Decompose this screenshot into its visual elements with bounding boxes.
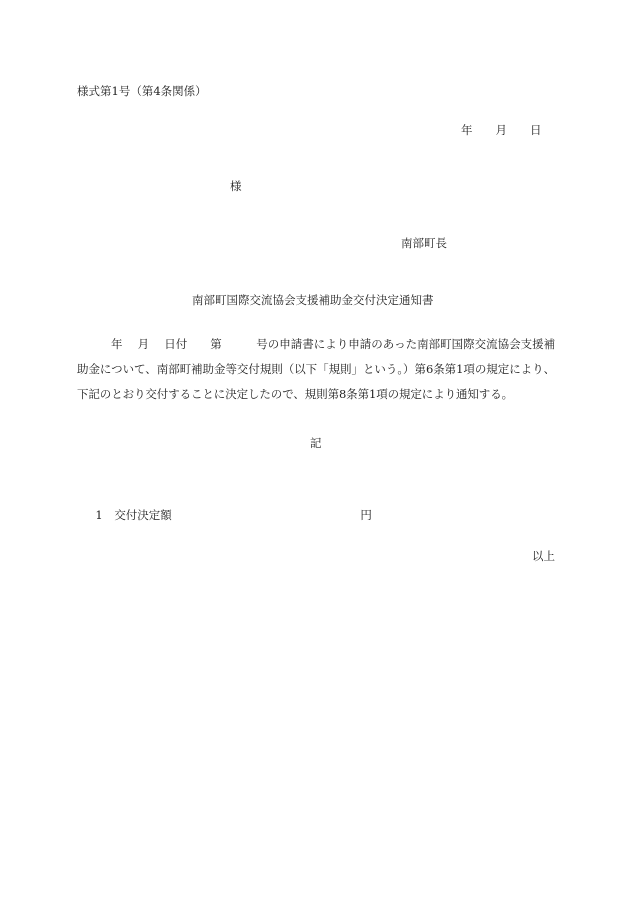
item-grant-amount bbox=[88, 493, 372, 523]
item-unit: 円 bbox=[360, 507, 372, 522]
ki-heading: 記 bbox=[310, 436, 322, 450]
recipient-honorific: 様 bbox=[230, 179, 242, 193]
document-title: 南部町国際交流協会支援補助金交付決定通知書 bbox=[192, 293, 434, 307]
item-label: 交付決定額 bbox=[114, 507, 172, 522]
sender-name: 南部町長 bbox=[401, 236, 447, 250]
item-number: 1 bbox=[95, 507, 103, 522]
closing-ijo: 以上 bbox=[532, 549, 555, 563]
date-line: 年 月 日 bbox=[461, 123, 542, 137]
form-number: 様式第1号（第4条関係） bbox=[77, 84, 207, 98]
body-paragraph: 年 月 日付 第 号の申請書により申請のあった南部町国際交流協会支援補助金について、南部町補助金等交付規則（以下「規則」という。）第6条第1項の規定により、下記のとおり交付することに決定したので、規則第8条第1項の規定により通知する。 bbox=[77, 337, 555, 401]
